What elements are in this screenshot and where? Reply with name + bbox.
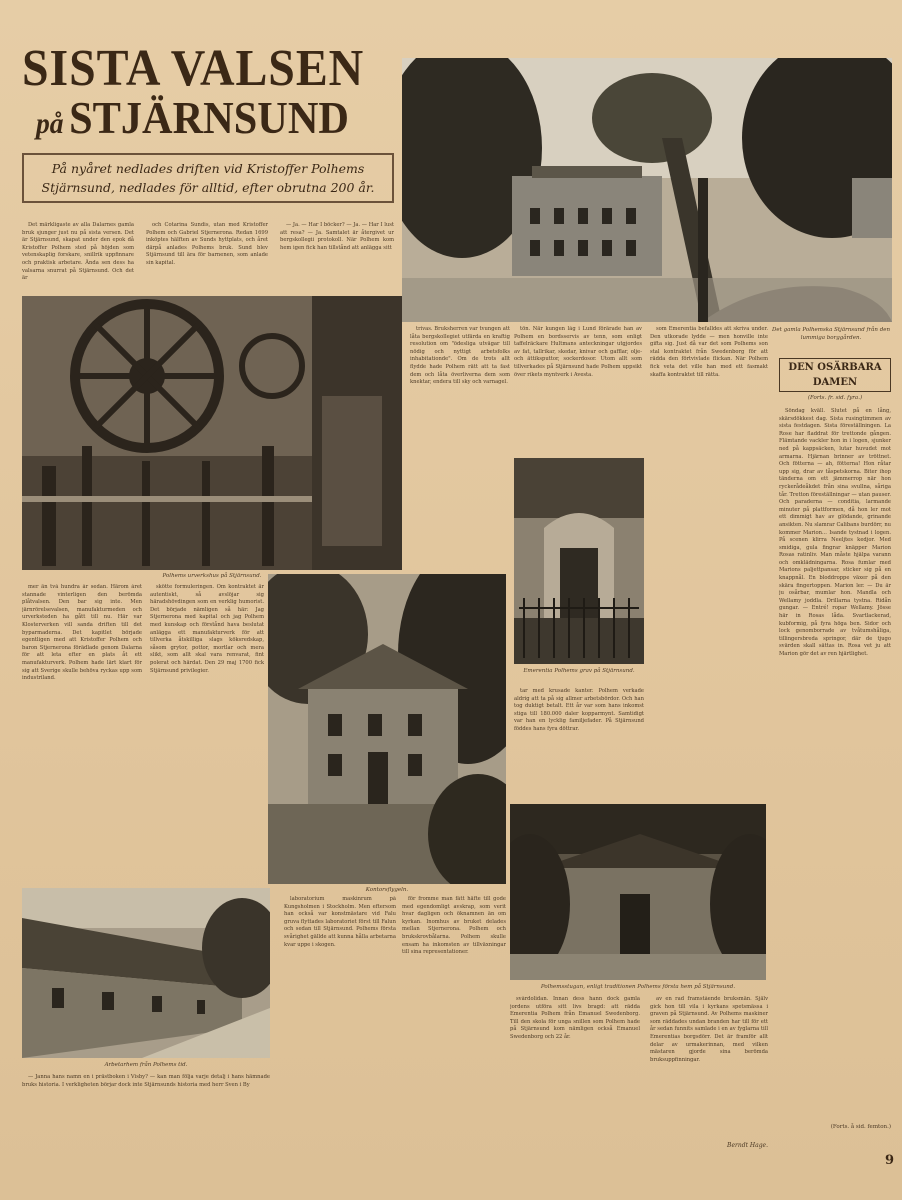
sidebar-continued: (Forts. å sid. femton.) — [830, 1124, 891, 1130]
polhem-cottage-illustration — [510, 804, 766, 980]
headline-line2-prefix: på — [36, 107, 64, 140]
workers-homes-illustration — [22, 888, 270, 1058]
caption-clockwork-house: Polhems urverkshus på Stjärnsund. — [162, 573, 262, 579]
center-mid-column — [150, 584, 264, 884]
caption-polhem-cottage: Polhemsstugan, enligt traditionen Polhems första hem på Stjärnsund. — [540, 984, 736, 990]
far-right-column — [650, 326, 768, 796]
headline-line2-text: STJÄRNSUND — [69, 92, 349, 143]
bottom-column-c — [402, 896, 506, 1144]
right-top-column — [514, 326, 642, 452]
bottom-text-e: av en rad framstående bruksmän. Själv gick hon till vila i kyrkans spetsmässa i graven på Stjärnsund. Av Polhems maskiner som räddades undan branden har till för ett år sedan funnits samlade i en av fyglarna till Emerentias borgsdörr. Det är framför allt delar av urmakerinnan, med vilken mästaren gjorde sina berömda bruksuppfinningar. — [650, 996, 768, 1063]
photo-grave — [514, 458, 644, 664]
deck-box: På nyåret nedlades driften vid Kristoffer Polhems Stjärnsund, nedlades för alltid, efter obrutna 200 år. — [22, 153, 394, 203]
caption-workers-homes: Arbetarhem från Polhems tid. — [104, 1062, 188, 1068]
bottom-left-column — [22, 1074, 270, 1144]
manor-house-illustration — [402, 58, 892, 322]
photo-manor-house — [402, 58, 892, 322]
bottom-column-e — [650, 996, 768, 1136]
intro-text-a: Det märkligaste av alla Dalarnes gamla bruk sjunger just nu på sista versen. Det är Stjärnsund, skapat under den epok då Kristoffer Polhem sted på höjden som vetenskaplig forskare, snillrik uppfinnare och praktisk arbetare. Ända sen dess ha valsarna snurrat på Stjärnsund. Och det är — [22, 222, 134, 282]
headline-line1: SISTA VALSEN — [22, 40, 365, 97]
bottom-text-b: laboratorium maskinrum på Kungsholmen i Stockholm. Men eftersom han också var konstmästare vid Falu gruva flyttades laboratoriet först till Falun och sedan till Stjärnsund. Polhems första svårighet gällde att kunna hålla arbetarna kvar uppe i skogen. — [284, 896, 396, 948]
bottom-text-d: svårdolidan. Innan dess hann dock gamla jordens utföra sitt livs bragd: att rädda Emerentia Polhem från Emanuel Swedenborg. Till den skola för unga snillen som Polhem hade på Stjärnsund kom nämligen också Emanuel Swedenborg och 22 år. — [510, 996, 640, 1040]
sidebar-column — [779, 406, 891, 1122]
mid-lower-column — [514, 688, 644, 808]
sidebar-title: DEN OSÄRBARA DAMEN — [779, 358, 891, 392]
sidebar-text: Söndag kväll. Slutet på en lång, skärsdökkest dag. Sista rusingtimmen av sista festdagen. Sista föreställningen. La Rose har fladdrat för trettonde gången. Flämtande vackler hon in i logen, sjunker ned på kappsäcken, lutar huvudet mot armarna. Hjärnan brinner av tröttnet. Och fötterna — ah, fötterna! Hon råtar upp sig, drar av tåspetskorna. Biter ihop tänderna om ett jämmerrop när hon ryckerådeåkdet från sina svullna, såriga tår. Tretton föreställningar — utan pauser. Och paraderna — conditia, larmande minuter på plattformen, då hon ler mot ett dimmigt hav av glödande, grinande ansikten. Nu slamrar Calibans burdörr, nu kommer Marion... Isande tystnad i logen. På scenen klirra Neeljtes kedjor. Med smidiga, gula fingrar knäpper Marion Rosas ratinliv. Man måste hjälpa varann och omklädningarna. Rosa fumlar med Marions paljettpansar, sticker sig på en knappnål. En bloddroppe växer på den skära fingertoppen. Marion ler. — Du är ju osårbar, mumlar hon. Mandla och Wellamy joddla. Drillarna tystna. Ridån gungar. — Entré! ropar Wellamy. Jösse här in Rosas låda. Svartlackerad, kubformig, på fyra höga ben. Sidor och lock genomborrade av tvåtumshåliga, tillingersbreda springor, där de tjugo svärden skall sättas in. Rosa vet ju att Marion gör det av ren hjärtlighet. — [779, 408, 891, 657]
byline: Berndt Hage. — [727, 1142, 768, 1149]
left-mid-column — [22, 584, 142, 884]
photo-office-wing — [268, 574, 506, 884]
mid-column — [410, 326, 510, 574]
bottom-left-text: — Janna hans namn en i prästboken i Visby? — kan man följa varje detalj i hans hämnade bruks historia. I verkligheten börjar dock inte Stjärnsunds historia med herr Sven i By — [22, 1074, 270, 1088]
mid-text: trivas. Bruksherren var tvungen att låta bergskollegiet utfärda en kraftig resolution om "ödesliga utvägar till nödig och nyttigt arbetsfolks inhabitationde". Om de trots allt flydde hade Polhem rätt att ta fast dem och låta överliverna dem som knektar, endera till sky och varnagel. — [410, 326, 510, 386]
grave-illustration — [514, 458, 644, 664]
caption-manor-house: Det gamla Polhemska Stjärnsund från den lummiga borggården. — [771, 327, 891, 341]
intro-text-c: — Ja. — Har I böcker? — Ja. — Har I lust att resa? — Ja. Samtalet är återgivet ur bergskollegii protokoll. När Polhem kom hem igen fick han tillstånd att anlägga sitt — [280, 222, 394, 251]
bottom-column-b — [284, 896, 396, 1144]
photo-workers-homes — [22, 888, 270, 1058]
headline — [22, 40, 394, 148]
far-right-text: som Emerentia befalldes att skriva under. Den utkorade lydde — men honville inte gifta sig. Just då var det som Polhems son stal kontraktet från Swedenborg för att rädda den förtvivlade flickan. När Polhem fick veta det ville han med ett fasmakt skaffa kontraktet till rätta. — [650, 326, 768, 378]
intro-column-c — [280, 222, 394, 284]
caption-grave: Emerentia Polhems grav på Stjärnsund. — [523, 668, 635, 674]
photo-clockwork-house — [22, 296, 402, 570]
clockwork-house-illustration — [22, 296, 402, 570]
mid-lower-text: tar med krusade kanter. Polhem verkade aldrig att ta på sig allmer arbetsbördor. Och han tog duktigt betalt. Ett år var som hans inkomst stiga till 180.000 daler kopparmynt. Samtidigt var han en lycklig familjefader. På Stjärnsund föddes hans fyra döttrar. — [514, 688, 644, 732]
office-wing-illustration — [268, 574, 506, 884]
bottom-text-c: för fromme man fått häfte till gode med egendomligt avskrap, som verit hvar dagligen och öknamnen än om kyrkan. Inomhus av bruket delades mellan Stjernerona. Polhem och brukskrovbålarna. Polhem skulle ensam ha inkomsten av tillväxningar till sina representationer. — [402, 896, 506, 956]
caption-office-wing: Kontorsflygeln. — [365, 887, 409, 893]
page-number: 9 — [885, 1153, 895, 1168]
bottom-column-d — [510, 996, 640, 1136]
right-top-text: tön. När kungen låg i Lund förärade han av Polhem en bordsservis av tenn, som enligt taffelräckare Hultmans anteckningar utgjordes av fat, tallrikar, skedar, knivar och gafflar, olje- och ättiksputtor, sockerdosor. Utom allt som tillverkades på Stjärnsund hade Polhem uppsikt över rikets myntverk i Avesta. — [514, 326, 642, 378]
intro-column-a — [22, 222, 134, 284]
headline-line2 — [36, 94, 365, 148]
center-mid-text: skötte formuleringen. Om kontraktet är autentiskt, så avslöjar sig häradshövdingen som en verklig humorist. Det började nämligen så här: Jag Stjernerona med kapital och jag Polhem med kunskap och förstånd hava beslutat anlägga ett manufakturverk för att tillverka åtskilliga slags köksredskap, såsom grytor, pottor, mortlar och mera slikt, som allt skal vara renvarat, fint polerat och härdat. Den 29 maj 1700 fick Stjärnsund privilegier. — [150, 584, 264, 674]
intro-column-b — [146, 222, 268, 284]
left-mid-text: mer än två hundra år sedan. Härom året stannade vinterligen den berömda plåtvalsen. Den bar sig inte. Men järnrörelsevalsen, manufakturmeden och urverksteden ha gått till nu. Här var Klosterverken vill sanda driften till det byparmaderna. Det kapitlet började egentligen med att Kristoffer Polhem och baron Stjernerona förädlade genom Dalarna för att leta efter en plats åt ett manufakturverk. Polhem hade lärt klart för sig att Sverige skulle behöva ryckas upp som industriland. — [22, 584, 142, 682]
sidebar-subtitle: (Forts. fr. sid. fyra.) — [807, 395, 863, 401]
photo-polhem-cottage — [510, 804, 766, 980]
intro-text-b: och Cotarina Sundis, utan med Kristoffer Polhem och Gabriel Stjernerona. Redan 1699 inköptes hälften av Sunds hyttplats, och året därpå anlades Polhems bruk. Sund blev Stjärnsund till ära för barnenen, som anlade sin kapital. — [146, 222, 268, 266]
